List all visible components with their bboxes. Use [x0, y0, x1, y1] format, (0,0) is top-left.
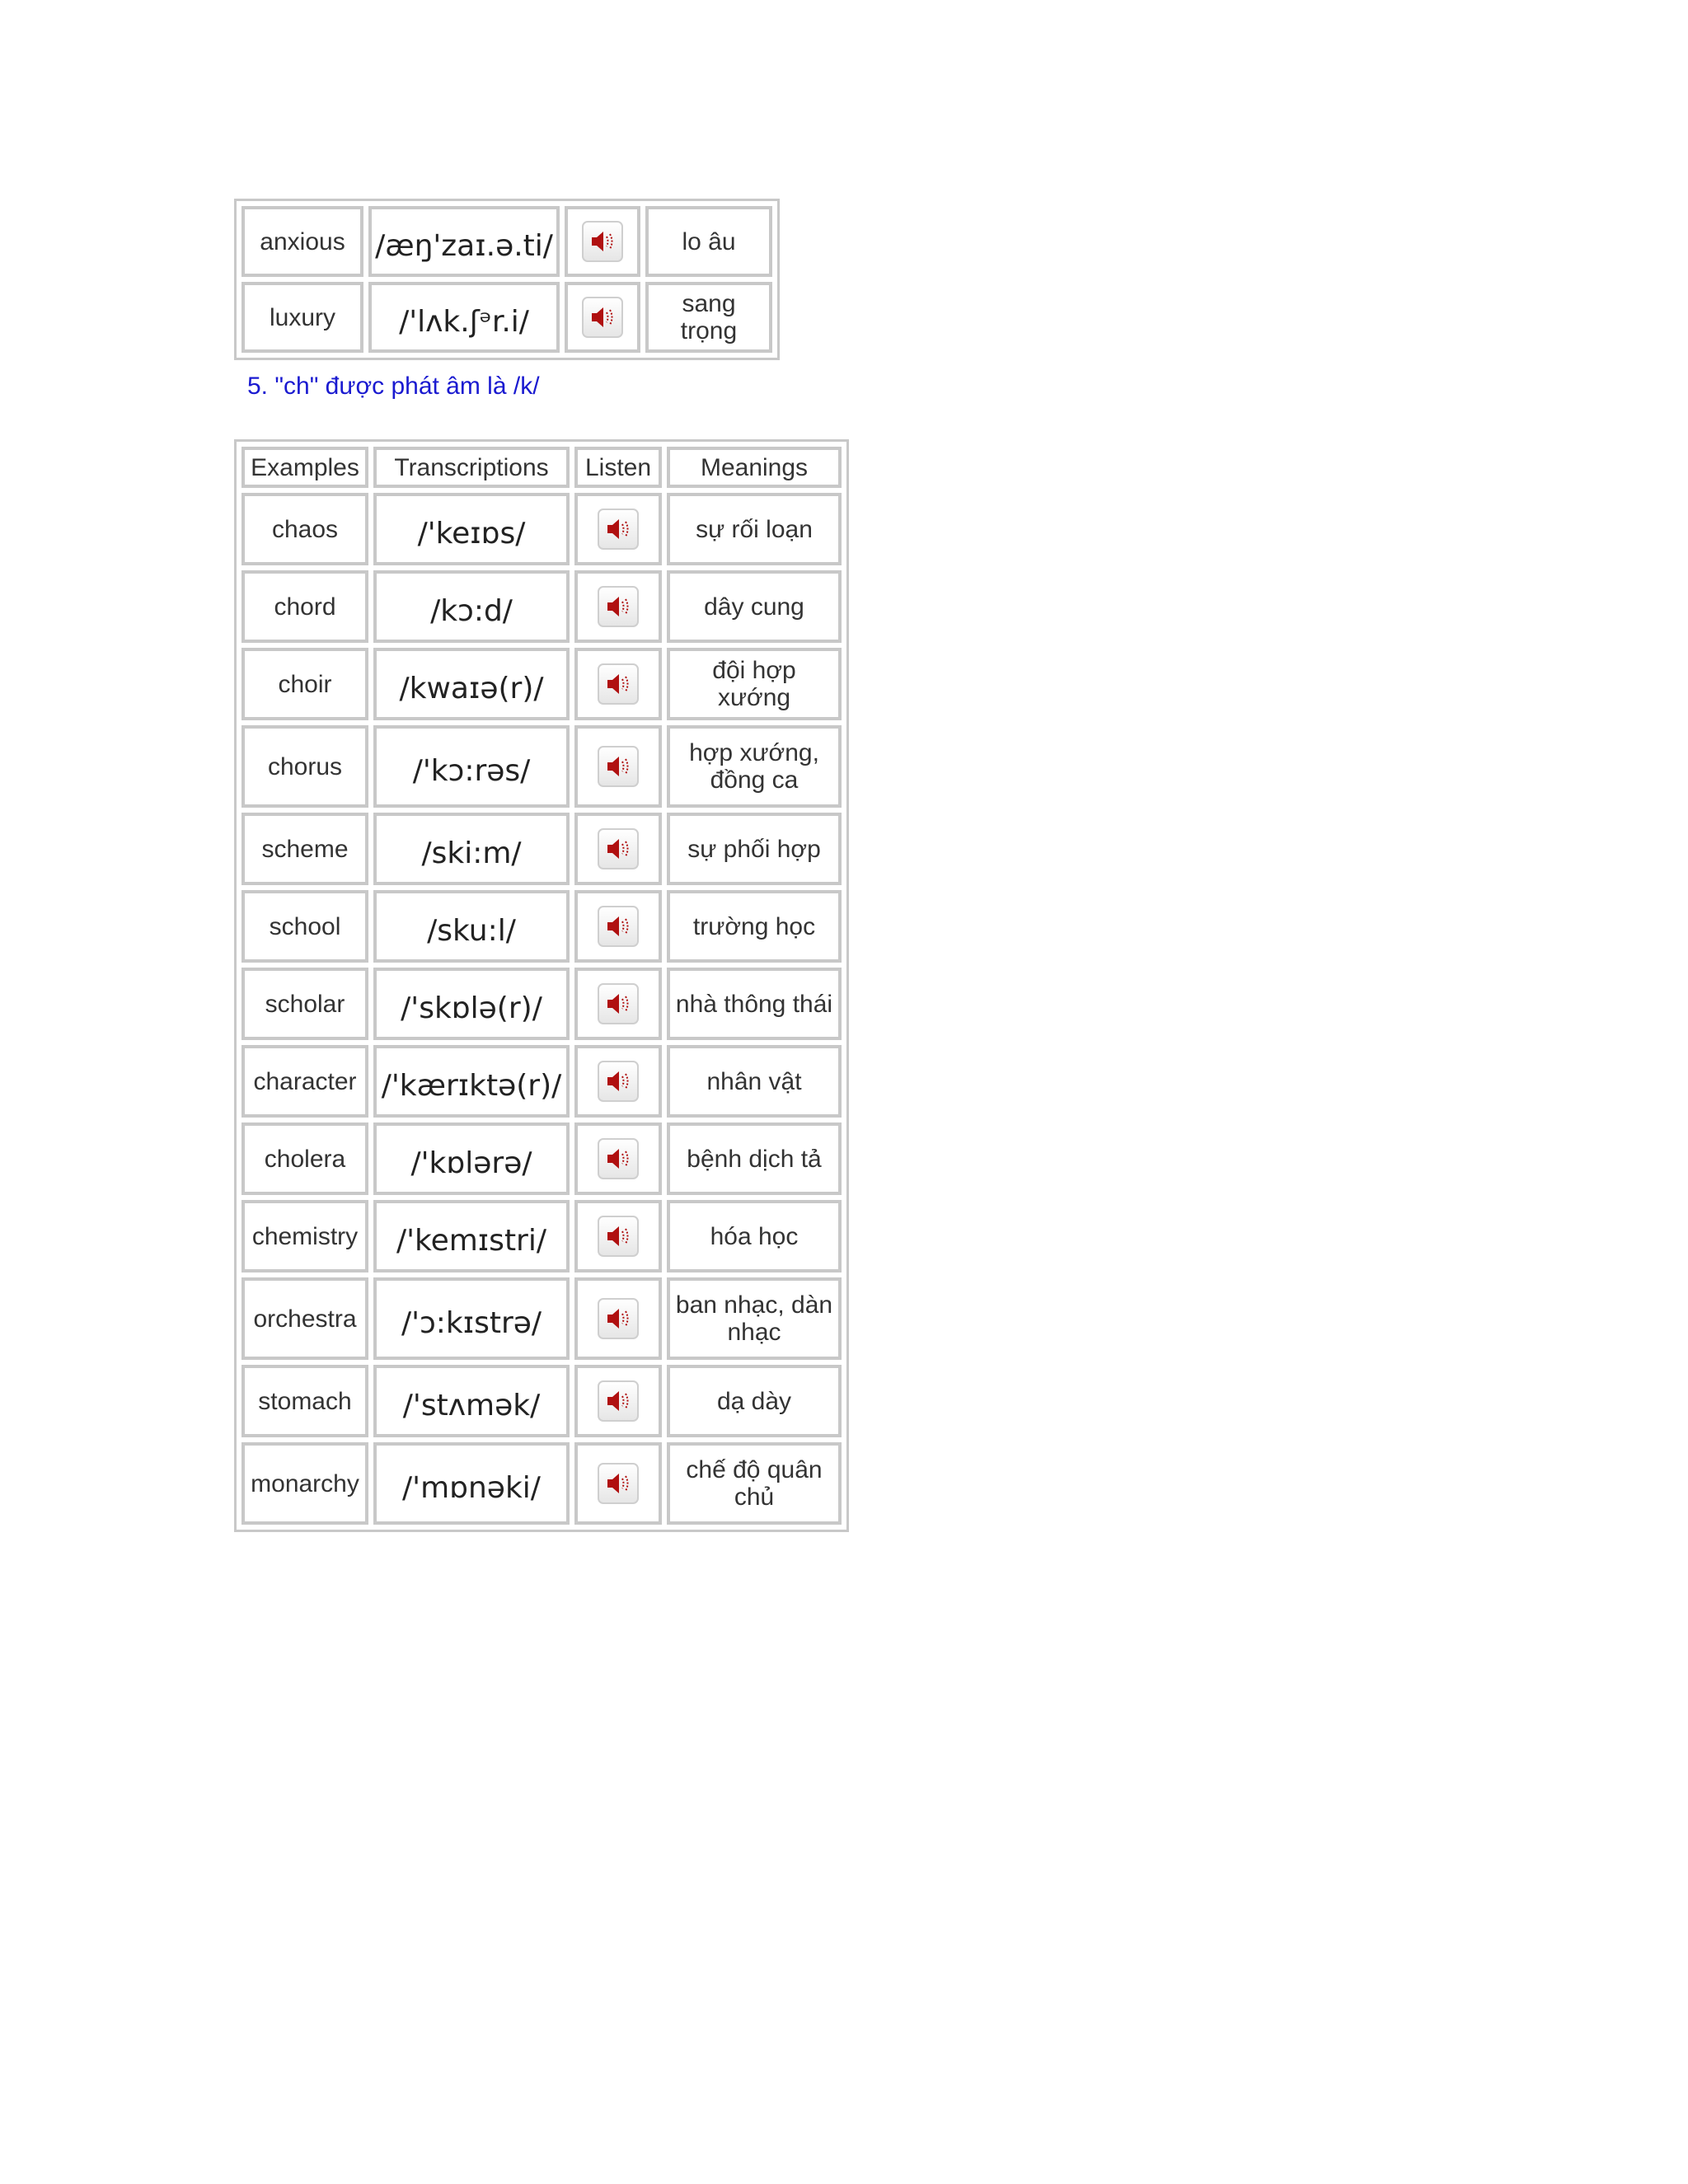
transcription-cell: /'skɒlə(r)/	[373, 968, 570, 1040]
meaning-cell: sự phối hợp	[667, 813, 842, 885]
table-row	[241, 206, 772, 277]
speaker-icon[interactable]	[598, 509, 639, 550]
listen-cell	[574, 493, 662, 565]
listen-cell	[565, 282, 640, 353]
word-cell: luxury	[241, 282, 363, 353]
speaker-icon[interactable]	[582, 297, 623, 338]
speaker-icon[interactable]	[598, 586, 639, 627]
speaker-icon[interactable]	[598, 983, 639, 1024]
meaning-cell: lo âu	[645, 206, 772, 277]
transcription-cell: /sku:l/	[373, 890, 570, 963]
word-cell: orchestra	[241, 1277, 368, 1360]
word-cell: chord	[241, 570, 368, 643]
word-cell: cholera	[241, 1122, 368, 1195]
word-cell: character	[241, 1045, 368, 1118]
word-cell: stomach	[241, 1365, 368, 1437]
meaning-cell: hóa học	[667, 1200, 842, 1272]
listen-cell	[574, 1045, 662, 1118]
transcription-cell: /'kɔ:rəs/	[373, 725, 570, 808]
meaning-cell: sang trọng	[645, 282, 772, 353]
meaning-cell: sự rối loạn	[667, 493, 842, 565]
table-row	[241, 1277, 842, 1360]
header-listen: Listen	[574, 447, 662, 488]
table-row	[241, 968, 842, 1040]
listen-cell	[574, 1200, 662, 1272]
transcription-cell: /'keɪɒs/	[373, 493, 570, 565]
listen-cell	[574, 1122, 662, 1195]
header-meanings: Meanings	[667, 447, 842, 488]
listen-cell	[574, 725, 662, 808]
transcription-cell: /'stʌmək/	[373, 1365, 570, 1437]
section-heading: 5. "ch" được phát âm là /k/	[247, 373, 540, 400]
transcription-cell: /kɔ:d/	[373, 570, 570, 643]
listen-cell	[574, 813, 662, 885]
listen-cell	[574, 1365, 662, 1437]
listen-cell	[565, 206, 640, 277]
header-examples: Examples	[241, 447, 368, 488]
vocab-table-ch-k	[234, 439, 849, 1532]
table-row	[241, 282, 772, 353]
vocab-table-top	[234, 199, 780, 360]
listen-cell	[574, 570, 662, 643]
meaning-cell: nhân vật	[667, 1045, 842, 1118]
listen-cell	[574, 1277, 662, 1360]
meaning-cell: bệnh dịch tả	[667, 1122, 842, 1195]
speaker-icon[interactable]	[598, 746, 639, 787]
meaning-cell: nhà thông thái	[667, 968, 842, 1040]
table-row	[241, 1200, 842, 1272]
word-cell: anxious	[241, 206, 363, 277]
transcription-cell: /'ɔ:kɪstrə/	[373, 1277, 570, 1360]
table-row	[241, 725, 842, 808]
speaker-icon[interactable]	[582, 221, 623, 262]
meaning-cell: chế độ quân chủ	[667, 1442, 842, 1525]
table-row	[241, 1442, 842, 1525]
speaker-icon[interactable]	[598, 1216, 639, 1257]
word-cell: scholar	[241, 968, 368, 1040]
word-cell: chorus	[241, 725, 368, 808]
listen-cell	[574, 1442, 662, 1525]
speaker-icon[interactable]	[598, 828, 639, 869]
speaker-icon[interactable]	[598, 1298, 639, 1339]
table-row	[241, 1365, 842, 1437]
table-row	[241, 648, 842, 720]
table-header-row	[241, 447, 842, 488]
transcription-cell: /æŋ'zaɪ.ə.ti/	[368, 206, 560, 277]
transcription-cell: /'mɒnəki/	[373, 1442, 570, 1525]
speaker-icon[interactable]	[598, 1380, 639, 1422]
word-cell: school	[241, 890, 368, 963]
transcription-cell: /kwaɪə(r)/	[373, 648, 570, 720]
meaning-cell: đội hợp xướng	[667, 648, 842, 720]
word-cell: scheme	[241, 813, 368, 885]
listen-cell	[574, 968, 662, 1040]
transcription-cell: /'kɒlərə/	[373, 1122, 570, 1195]
table-row	[241, 1122, 842, 1195]
table-row	[241, 813, 842, 885]
meaning-cell: trường học	[667, 890, 842, 963]
word-cell: chaos	[241, 493, 368, 565]
listen-cell	[574, 890, 662, 963]
speaker-icon[interactable]	[598, 906, 639, 947]
meaning-cell: hợp xướng, đồng ca	[667, 725, 842, 808]
meaning-cell: ban nhạc, dàn nhạc	[667, 1277, 842, 1360]
meaning-cell: dạ dày	[667, 1365, 842, 1437]
table-row	[241, 570, 842, 643]
table-row	[241, 493, 842, 565]
transcription-cell: /ski:m/	[373, 813, 570, 885]
table-row	[241, 890, 842, 963]
word-cell: choir	[241, 648, 368, 720]
speaker-icon[interactable]	[598, 1138, 639, 1179]
transcription-cell: /'lʌk.ʃᵊr.i/	[368, 282, 560, 353]
transcription-cell: /'kærɪktə(r)/	[373, 1045, 570, 1118]
transcription-cell: /'kemɪstri/	[373, 1200, 570, 1272]
speaker-icon[interactable]	[598, 663, 639, 705]
speaker-icon[interactable]	[598, 1463, 639, 1504]
word-cell: monarchy	[241, 1442, 368, 1525]
meaning-cell: dây cung	[667, 570, 842, 643]
table-row	[241, 1045, 842, 1118]
header-transcriptions: Transcriptions	[373, 447, 570, 488]
speaker-icon[interactable]	[598, 1061, 639, 1102]
listen-cell	[574, 648, 662, 720]
word-cell: chemistry	[241, 1200, 368, 1272]
